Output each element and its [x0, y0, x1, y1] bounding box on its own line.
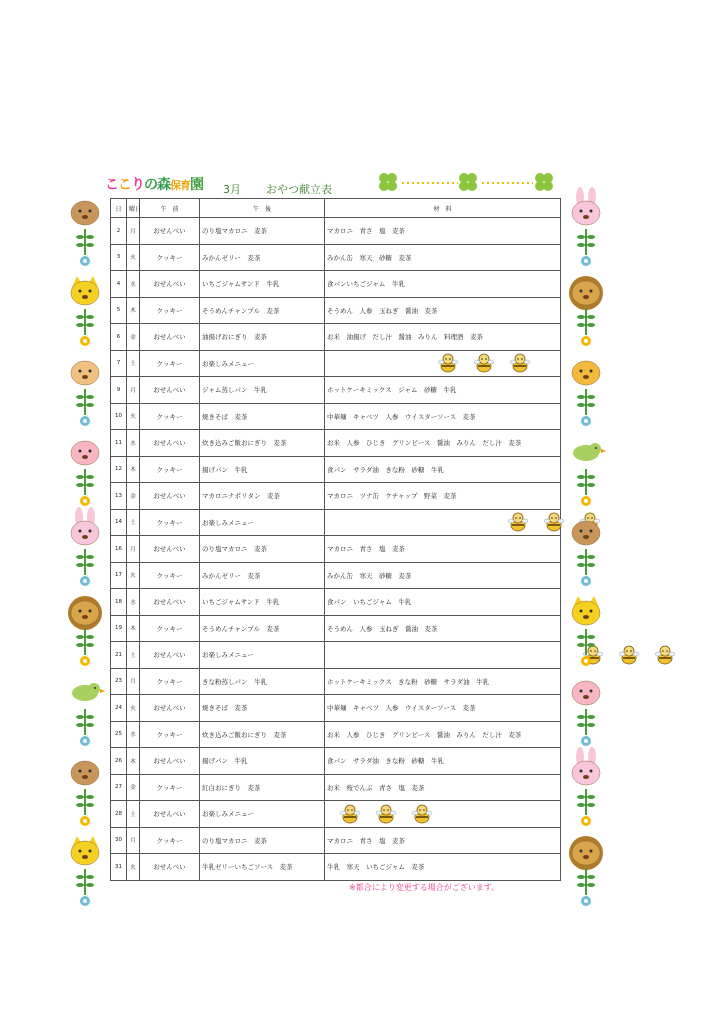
pm-cell: のり塩マカロニ 麦茶: [200, 536, 325, 563]
dow-cell: 水: [127, 271, 140, 298]
pig-icon: [71, 441, 99, 506]
ingredients-cell: お米 油揚げ だし汁 醤油 みりん 料理酒 麦茶: [325, 324, 561, 351]
am-cell: おせんべい: [140, 430, 200, 457]
pm-cell: お楽しみメニュー: [200, 801, 325, 828]
ingredients-cell: 食パン いちごジャム 牛乳: [325, 589, 561, 616]
pm-cell: そうめんチャンプル 麦茶: [200, 297, 325, 324]
day-cell: 16: [111, 536, 127, 563]
am-cell: おせんべい: [140, 642, 200, 669]
dow-cell: 火: [127, 403, 140, 430]
dog-icon: [71, 761, 99, 826]
pig-icon: [572, 681, 600, 746]
dow-cell: 木: [127, 748, 140, 775]
pm-cell: 焼きそば 麦茶: [200, 695, 325, 722]
am-cell: クッキー: [140, 774, 200, 801]
dow-cell: 月: [127, 377, 140, 404]
pm-cell: いちごジャムサンド 牛乳: [200, 589, 325, 616]
ingredients-cell: そうめん 人参 玉ねぎ 醤油 麦茶: [325, 615, 561, 642]
dow-cell: 金: [127, 324, 140, 351]
change-notice: ※都合により変更する場合がございます。: [349, 883, 500, 892]
pm-cell: みかんゼリー 麦茶: [200, 244, 325, 271]
ingredients-cell: お米 桜でんぶ 青さ 塩 麦茶: [325, 774, 561, 801]
dow-cell: 金: [127, 774, 140, 801]
dow-cell: 金: [127, 483, 140, 510]
day-cell: 3: [111, 244, 127, 271]
pm-cell: 炊き込みご飯おにぎり 麦茶: [200, 430, 325, 457]
day-cell: 13: [111, 483, 127, 510]
header-dow: 曜日: [127, 199, 140, 218]
am-cell: おせんべい: [140, 271, 200, 298]
page-title: おやつ献立表: [266, 183, 332, 196]
ingredients-cell: 中華麺 キャベツ 人参 ウイスターソース 麦茶: [325, 695, 561, 722]
dow-cell: 火: [127, 695, 140, 722]
day-cell: 18: [111, 589, 127, 616]
pm-cell: みかんゼリー 麦茶: [200, 562, 325, 589]
ingredients-cell: マカロニ 青さ 塩 麦茶: [325, 536, 561, 563]
dow-cell: 火: [127, 854, 140, 881]
pm-cell: お楽しみメニュー: [200, 350, 325, 377]
pm-cell: マカロニナポリタン 麦茶: [200, 483, 325, 510]
day-cell: 26: [111, 748, 127, 775]
am-cell: おせんべい: [140, 536, 200, 563]
header-morning: 午 前: [140, 199, 200, 218]
ingredients-cell: そうめん 人参 玉ねぎ 醤油 麦茶: [325, 297, 561, 324]
bear-icon: [71, 361, 99, 426]
am-cell: おせんべい: [140, 377, 200, 404]
pm-cell: 焼きそば 麦茶: [200, 403, 325, 430]
bird-icon: [573, 443, 606, 506]
pm-cell: 揚げパン 牛乳: [200, 748, 325, 775]
day-cell: 27: [111, 774, 127, 801]
am-cell: クッキー: [140, 615, 200, 642]
am-cell: クッキー: [140, 562, 200, 589]
dow-cell: 土: [127, 642, 140, 669]
am-cell: クッキー: [140, 244, 200, 271]
day-cell: 10: [111, 403, 127, 430]
pm-cell: そうめんチャンプル 麦茶: [200, 615, 325, 642]
day-cell: 6: [111, 324, 127, 351]
cat-icon: [71, 836, 99, 906]
day-cell: 2: [111, 218, 127, 245]
pm-cell: 紅白おにぎり 麦茶: [200, 774, 325, 801]
am-cell: おせんべい: [140, 748, 200, 775]
ingredients-cell: 牛乳 寒天 いちごジャム 麦茶: [325, 854, 561, 881]
dow-cell: 月: [127, 827, 140, 854]
dow-cell: 水: [127, 721, 140, 748]
dow-cell: 土: [127, 350, 140, 377]
am-cell: おせんべい: [140, 695, 200, 722]
header-day: 日: [111, 199, 127, 218]
day-cell: 21: [111, 642, 127, 669]
pm-cell: 牛乳ゼリーいちごソース 麦茶: [200, 854, 325, 881]
day-cell: 30: [111, 827, 127, 854]
day-cell: 28: [111, 801, 127, 828]
dow-cell: 火: [127, 562, 140, 589]
ingredients-cell: お米 人参 ひじき グリンピース 醤油 みりん だし汁 麦茶: [325, 721, 561, 748]
day-cell: 23: [111, 668, 127, 695]
pm-cell: のり塩マカロニ 麦茶: [200, 218, 325, 245]
dow-cell: 水: [127, 589, 140, 616]
day-cell: 11: [111, 430, 127, 457]
am-cell: クッキー: [140, 668, 200, 695]
am-cell: おせんべい: [140, 801, 200, 828]
day-cell: 7: [111, 350, 127, 377]
ingredients-cell: お米 人参 ひじき グリンピース 醤油 みりん だし汁 麦茶: [325, 430, 561, 457]
lion-icon: [68, 596, 102, 666]
pm-cell: ジャム蒸しパン 牛乳: [200, 377, 325, 404]
dow-cell: 木: [127, 615, 140, 642]
dow-cell: 火: [127, 244, 140, 271]
dow-cell: 月: [127, 536, 140, 563]
cat-icon: [71, 276, 99, 346]
ingredients-cell: 食パンいちごジャム 牛乳: [325, 271, 561, 298]
pm-cell: お楽しみメニュー: [200, 509, 325, 536]
ingredients-cell: マカロニ ツナ缶 ケチャップ 野菜 麦茶: [325, 483, 561, 510]
dog-icon: [71, 201, 99, 266]
day-cell: 9: [111, 377, 127, 404]
rabbit-icon: [71, 507, 99, 586]
pm-cell: 炊き込みご飯おにぎり 麦茶: [200, 721, 325, 748]
ingredients-cell: みかん缶 寒天 砂糖 麦茶: [325, 562, 561, 589]
lion-icon: [569, 836, 603, 906]
am-cell: おせんべい: [140, 854, 200, 881]
pm-cell: 油揚げおにぎり 麦茶: [200, 324, 325, 351]
ingredients-cell: マカロニ 青さ 塩 麦茶: [325, 827, 561, 854]
giraffe-icon: [572, 361, 600, 426]
am-cell: おせんべい: [140, 589, 200, 616]
ingredients-cell: 食パン サラダ油 きな粉 砂糖 牛乳: [325, 456, 561, 483]
dow-cell: 月: [127, 218, 140, 245]
day-cell: 19: [111, 615, 127, 642]
ingredients-cell: マカロニ 青さ 塩 麦茶: [325, 218, 561, 245]
day-cell: 12: [111, 456, 127, 483]
nursery-logo: ここりの森保育園: [105, 177, 203, 193]
dow-cell: 土: [127, 801, 140, 828]
pm-cell: のり塩マカロニ 麦茶: [200, 827, 325, 854]
pm-cell: 揚げパン 牛乳: [200, 456, 325, 483]
day-cell: 4: [111, 271, 127, 298]
am-cell: おせんべい: [140, 324, 200, 351]
bird-icon: [72, 683, 105, 746]
pm-cell: きな粉蒸しパン 牛乳: [200, 668, 325, 695]
am-cell: おせんべい: [140, 218, 200, 245]
ingredients-cell: 中華麺 キャベツ 人参 ウイスターソース 麦茶: [325, 403, 561, 430]
day-cell: 25: [111, 721, 127, 748]
dog-icon: [572, 521, 600, 586]
day-cell: 14: [111, 509, 127, 536]
day-cell: 5: [111, 297, 127, 324]
am-cell: クッキー: [140, 827, 200, 854]
day-cell: 24: [111, 695, 127, 722]
am-cell: クッキー: [140, 403, 200, 430]
header-ingredients: 材 料: [325, 199, 561, 218]
ingredients-cell: ホットケーキミックス ジャム 砂糖 牛乳: [325, 377, 561, 404]
rabbit-icon: [572, 747, 600, 826]
lion-icon: [569, 276, 603, 346]
dow-cell: 水: [127, 430, 140, 457]
am-cell: クッキー: [140, 456, 200, 483]
dow-cell: 木: [127, 456, 140, 483]
dow-cell: 木: [127, 297, 140, 324]
ingredients-cell: ホットケーキミックス きな粉 砂糖 サラダ油 牛乳: [325, 668, 561, 695]
rabbit-icon: [572, 187, 600, 266]
am-cell: クッキー: [140, 297, 200, 324]
am-cell: クッキー: [140, 509, 200, 536]
month-label: 3月: [223, 183, 241, 196]
ingredients-cell: 食パン サラダ油 きな粉 砂糖 牛乳: [325, 748, 561, 775]
pm-cell: お楽しみメニュー: [200, 642, 325, 669]
day-cell: 31: [111, 854, 127, 881]
day-cell: 17: [111, 562, 127, 589]
am-cell: クッキー: [140, 721, 200, 748]
ingredients-cell: みかん缶 寒天 砂糖 麦茶: [325, 244, 561, 271]
dow-cell: 土: [127, 509, 140, 536]
pm-cell: いちごジャムサンド 牛乳: [200, 271, 325, 298]
dow-cell: 月: [127, 668, 140, 695]
am-cell: クッキー: [140, 350, 200, 377]
header-afternoon: 午 後: [200, 199, 325, 218]
am-cell: おせんべい: [140, 483, 200, 510]
cat-icon: [572, 596, 600, 666]
